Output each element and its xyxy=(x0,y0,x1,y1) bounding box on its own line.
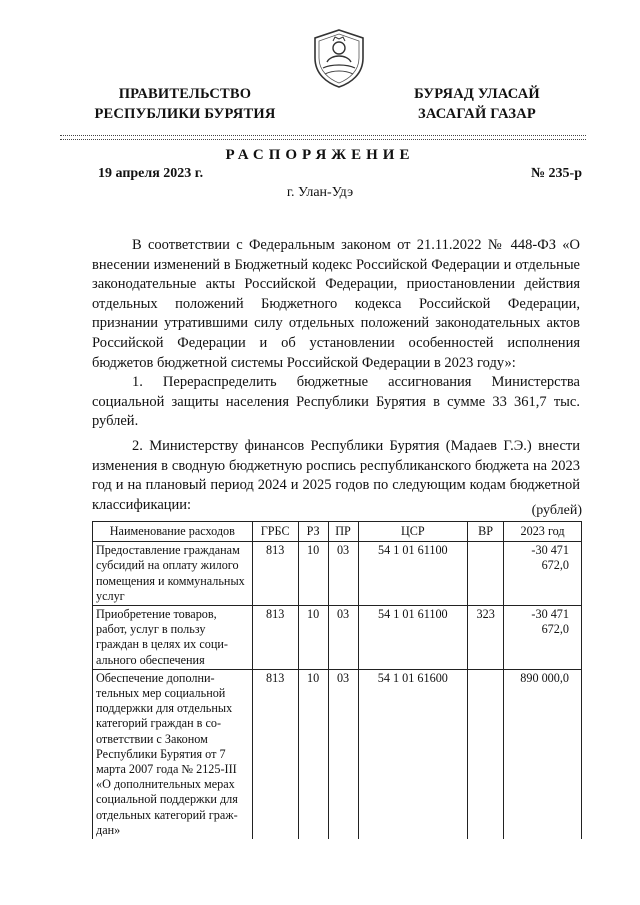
row-amount: -30 471 672,0 xyxy=(504,606,582,670)
row-pr: 03 xyxy=(328,606,358,670)
header-pr: ПР xyxy=(328,522,358,542)
row-vr: 323 xyxy=(468,606,504,670)
table-row xyxy=(93,542,582,606)
row-csr: 54 1 01 61100 xyxy=(358,606,468,670)
table-row xyxy=(93,606,582,670)
government-name-bua xyxy=(392,84,562,124)
government-name-ru-line-2: РЕСПУБЛИКИ БУРЯТИЯ xyxy=(94,106,276,122)
row-amount: -30 471 672,0 xyxy=(504,542,582,606)
row-grbs: 813 xyxy=(252,606,298,670)
header-rz: РЗ xyxy=(298,522,328,542)
row-name: Обеспечение дополнительных мер социальной поддержки для отдельных категорий граждан в соответствии с Законом Республики Бурятия от 7 марта 2007 года № 2125-III «О дополнительных мерах социальной поддержки для отдельных категорий граждан» xyxy=(93,669,253,839)
table-units: (рублей) xyxy=(531,503,582,518)
row-pr: 03 xyxy=(328,542,358,606)
row-name: Приобретение товаров, работ, услуг в пользу граждан в целях их социального обеспечения xyxy=(93,606,253,670)
table-row xyxy=(93,669,582,839)
row-pr: 03 xyxy=(328,669,358,839)
row-csr: 54 1 01 61600 xyxy=(358,669,468,839)
document-city: г. Улан-Удэ xyxy=(286,185,354,200)
document-date: 19 апреля 2023 г. xyxy=(98,166,204,181)
header-separator xyxy=(60,135,586,140)
header-year: 2023 год xyxy=(504,522,582,542)
government-name-bua-line-1: БУРЯАД УЛАСАЙ xyxy=(414,86,540,102)
header-grbs: ГРБС xyxy=(252,522,298,542)
header-csr: ЦСР xyxy=(358,522,468,542)
row-grbs: 813 xyxy=(252,669,298,839)
coat-of-arms-icon xyxy=(311,28,367,88)
table-header-row xyxy=(93,522,582,542)
row-rz: 10 xyxy=(298,606,328,670)
row-grbs: 813 xyxy=(252,542,298,606)
document-number: № 235-р xyxy=(530,166,582,181)
clause-1-paragraph: 1. Перераспределить бюджетные ассигнования Министерства социальной защиты населения Республики Бурятия в сумме 33 361,7 тыс. рублей. xyxy=(92,374,580,430)
government-name-ru xyxy=(80,84,290,124)
row-vr xyxy=(468,542,504,606)
clause-2-paragraph: 2. Министерству финансов Республики Бурятия (Мадаев Г.Э.) внести изменения в сводную бюджетную роспись республиканского бюджета на 2023 год и на плановый период 2024 и 2025 годов по следующим кодам бюджетной классификации: xyxy=(92,438,580,513)
document-title: РАСПОРЯЖЕНИЕ xyxy=(225,147,415,163)
government-name-bua-line-2: ЗАСАГАЙ ГАЗАР xyxy=(418,106,536,122)
row-rz: 10 xyxy=(298,542,328,606)
row-csr: 54 1 01 61100 xyxy=(358,542,468,606)
header-name: Наименование расходов xyxy=(93,522,253,542)
row-rz: 10 xyxy=(298,669,328,839)
preamble-paragraph: В соответствии с Федеральным законом от 21.11.2022 № 448-ФЗ «О внесении изменений в Бюджетный кодекс Российской Федерации и отдельные законодательные акты Российской Федерации, приостановлении действия отдельных положений Бюджетного кодекса Российской Федерации, признании утратившими силу отдельных положений законодательных актов Российской Федерации и об установлении особенностей исполнения бюджетов бюджетной системы Российской Федерации в 2023 году»: xyxy=(92,237,580,371)
header-vr: ВР xyxy=(468,522,504,542)
budget-table xyxy=(92,521,582,839)
row-amount: 890 000,0 xyxy=(504,669,582,839)
government-name-ru-line-1: ПРАВИТЕЛЬСТВО xyxy=(118,86,252,102)
row-vr xyxy=(468,669,504,839)
row-name: Предоставление гражданам субсидий на оплату жилого помещения и коммунальных услуг xyxy=(93,542,253,606)
